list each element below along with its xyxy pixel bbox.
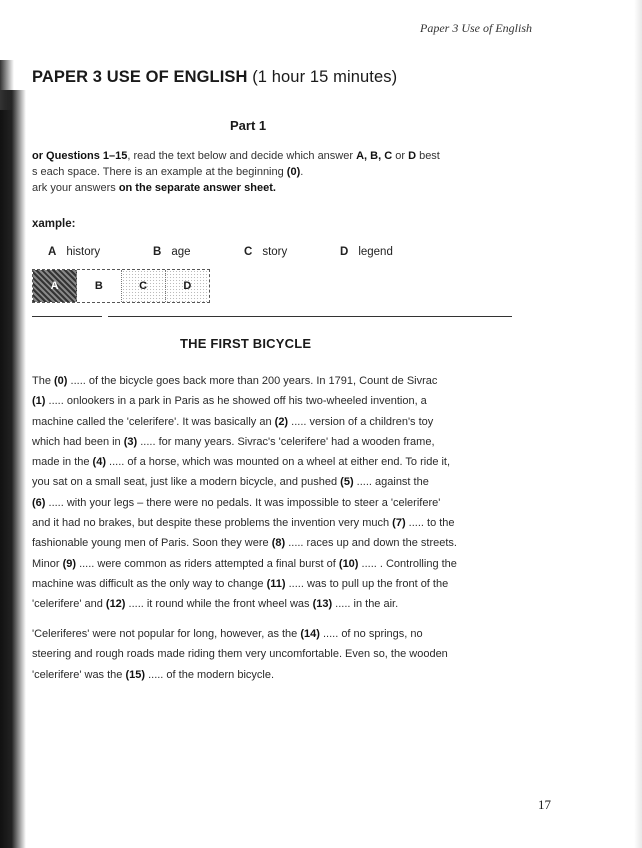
passage-line xyxy=(32,371,512,391)
passage-line xyxy=(32,391,512,411)
passage-text: ..... onlookers in a park in Paris as he showed off his two-wheeled invention, a xyxy=(45,395,427,408)
passage-line xyxy=(32,533,512,553)
part-heading: Part 1 xyxy=(230,118,267,133)
passage-text: 'celerifere' and xyxy=(32,598,106,611)
passage-text: ..... against the xyxy=(353,476,429,489)
passage-text: ..... version of a children's toy xyxy=(288,415,434,428)
passage-line xyxy=(32,412,512,432)
passage-text: ..... it round while the front wheel was xyxy=(125,598,313,611)
divider-left xyxy=(32,316,102,317)
passage-line xyxy=(32,472,512,492)
paper-title-main: PAPER 3 USE OF ENGLISH xyxy=(32,68,248,86)
passage-line xyxy=(32,432,512,452)
gap-number: (3) xyxy=(123,435,138,448)
passage-line xyxy=(32,665,512,685)
passage-text: 'Celeriferes' were not popular for long, however, as the xyxy=(32,628,301,640)
example-option-a: A history xyxy=(48,246,101,258)
passage-paragraph-1 xyxy=(32,371,512,615)
answer-cell-a: A xyxy=(33,270,77,302)
passage-text: you sat on a small seat, just like a modern bicycle, and pushed xyxy=(32,476,341,489)
story-title: THE FIRST BICYCLE xyxy=(180,336,312,351)
paper-title xyxy=(32,68,397,87)
gap-number: (9) xyxy=(62,557,77,570)
passage-text: which had been in xyxy=(32,435,124,448)
passage-text: ..... . Controlling the xyxy=(358,557,457,570)
passage-text: machine called the 'celerifere'. It was basically an xyxy=(32,415,275,428)
passage-text: made in the xyxy=(32,456,93,469)
gap-number: (2) xyxy=(274,415,289,428)
answer-cell-d: D xyxy=(166,270,209,302)
gap-number: (5) xyxy=(340,476,354,489)
passage-text: The xyxy=(32,375,55,387)
passage-text: ..... of the modern bicycle. xyxy=(145,668,275,681)
instruction-line-1: or Questions 1–15, read the text below and decide which answer A, B, C or D best xyxy=(32,150,440,162)
passage-text: ..... were common as riders attempted a final burst of xyxy=(76,557,339,570)
gap-number: (4) xyxy=(92,456,106,469)
gap-number: (1) xyxy=(32,395,46,408)
passage-text: ..... with your legs – there were no pedals. It was impossible to steer a 'celerifere' xyxy=(45,496,441,509)
passage-text: ..... in the air. xyxy=(332,598,399,611)
example-answer-grid xyxy=(32,269,210,303)
gap-number: (10) xyxy=(338,557,359,570)
passage-text: ..... of a horse, which was mounted on a wheel at either end. To ride it, xyxy=(106,456,451,469)
passage-line xyxy=(32,554,512,574)
instruction-line-3: ark your answers on the separate answer sheet. xyxy=(32,182,276,194)
passage-text: fashionable young men of Paris. Soon they were xyxy=(32,537,272,550)
passage-text: ..... of the bicycle goes back more than 200 years. In 1791, Count de Sivrac xyxy=(67,375,438,387)
gap-number: (8) xyxy=(271,537,286,550)
scan-edge-shadow xyxy=(0,90,26,848)
example-option-c: C story xyxy=(244,246,288,258)
gap-number: (12) xyxy=(105,598,126,611)
passage-line xyxy=(32,574,512,594)
passage-text: machine was difficult as the only way to change xyxy=(32,577,267,590)
example-label: xample: xyxy=(32,218,76,230)
gap-number: (11) xyxy=(266,577,286,590)
passage-text: Minor xyxy=(32,557,63,570)
answer-cell-c: C xyxy=(122,270,166,302)
passage-line xyxy=(32,493,512,513)
instruction-line-2: s each space. There is an example at the beginning (0). xyxy=(32,166,304,178)
answer-cell-b: B xyxy=(77,270,121,302)
passage-line xyxy=(32,644,512,664)
passage-paragraph-2 xyxy=(32,624,512,685)
passage-text: ..... races up and down the streets. xyxy=(285,537,457,550)
gap-number: (15) xyxy=(125,668,146,681)
gap-number: (0) xyxy=(54,375,68,387)
passage-line xyxy=(32,513,512,533)
divider-main xyxy=(108,316,512,317)
scan-edge-shadow-top xyxy=(0,60,14,110)
example-option-d: D legend xyxy=(340,246,393,258)
example-option-b: B age xyxy=(153,246,191,258)
passage-line xyxy=(32,452,512,472)
passage-line xyxy=(32,594,512,614)
passage-text: and it had no brakes, but despite these problems the invention very much xyxy=(32,517,393,530)
passage-text: ..... to the xyxy=(405,517,455,530)
passage-text: 'celerifere' was the xyxy=(32,668,126,681)
scan-edge-right xyxy=(634,0,642,848)
gap-number: (6) xyxy=(32,496,46,509)
passage-text: steering and rough roads made riding them very uncomfortable. Even so, the wooden xyxy=(32,648,448,661)
gap-number: (13) xyxy=(312,598,333,611)
page-number: 17 xyxy=(538,797,551,812)
running-head: Paper 3 Use of English xyxy=(420,21,532,35)
gap-number: (7) xyxy=(392,517,406,530)
passage-text: ..... for many years. Sivrac's 'celerifere' had a wooden frame, xyxy=(137,435,435,448)
paper-duration: (1 hour 15 minutes) xyxy=(252,68,398,86)
passage-line xyxy=(32,624,512,644)
passage-text: ..... of no springs, no xyxy=(319,628,423,640)
passage-text: ..... was to pull up the front of the xyxy=(285,577,449,590)
gap-number: (14) xyxy=(300,628,320,640)
